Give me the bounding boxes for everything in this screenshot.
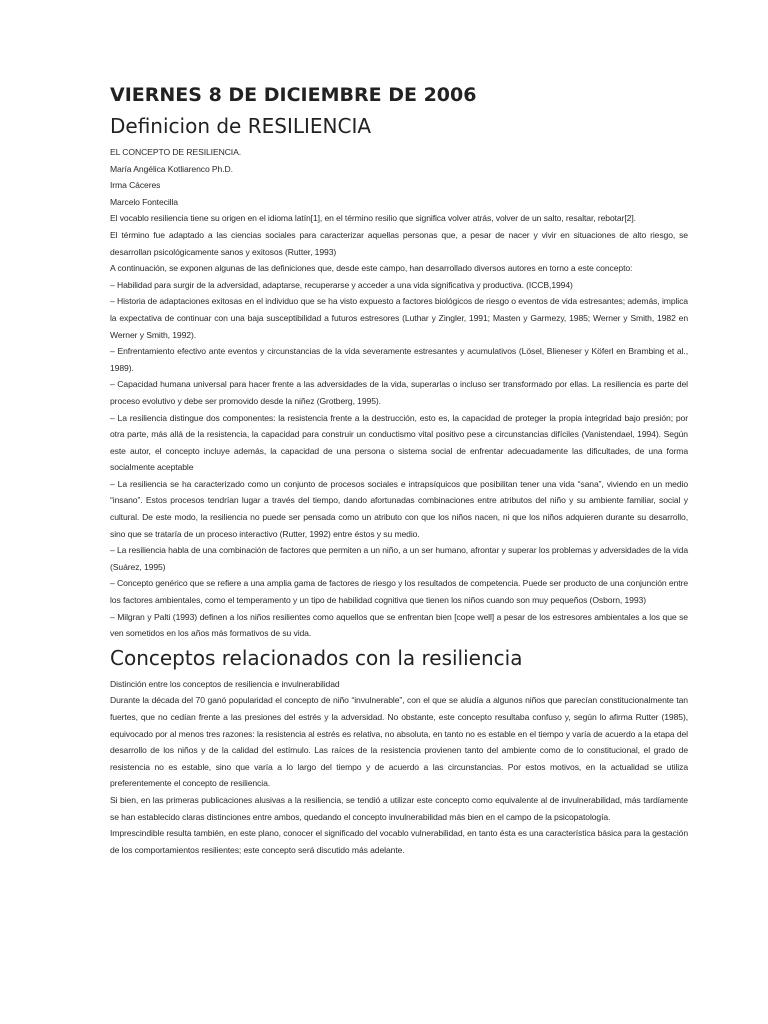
section1-paragraph: María Angélica Kotliarenco Ph.D. xyxy=(110,163,233,174)
post-title: Definicion de RESILIENCIA xyxy=(110,114,372,138)
section2-title: Conceptos relacionados con la resiliencia xyxy=(110,645,523,670)
section1-paragraph: – Habilidad para surgir de la adversidad, adaptarse, recuperarse y acceder a una vida significativa y productiva. (ICCB,1994) xyxy=(110,279,573,290)
section2-paragraph: Durante la década del 70 ganó popularidad el concepto de niño “invulnerable”, con el que se aludía a algunos niños que parecían constitucionalmente tan fuertes, que no cedían frente a las presiones del estrés y la adversidad. No obstante, este concepto resultaba confuso y, según lo afirma Rutter (1985), equivocado por al menos tres razones: la resistencia al estrés es relativa, no absoluta, en tanto no es estable en el tiempo y varía de acuerdo a la etapa del desarrollo de los niños y de la calidad del estímulo. Las raíces de la resistencia provienen tanto del ambiente como de lo constitucional, el grado de resistencia no es estable, sino que varía a lo largo del tiempo y de acuerdo a las circunstancias. Por estos motivos, en la actualidad se utiliza preferentemente el concepto de resiliencia. xyxy=(110,695,688,789)
section1-paragraph: – La resiliencia se ha caracterizado como un conjunto de procesos sociales e intrapsíquicos que posibilitan tener una vida “sana”, viviendo en un medio “insano”. Estos procesos tendrían lugar a través del tiempo, dando afortunadas combinaciones entre atributos del niño y su ambiente familiar, social y cultural. De este modo, la resiliencia no puede ser pensada como un atributo con que los niños nacen, ni que los niños adquieren durante su desarrollo, sino que se trataría de un proceso interactivo (Rutter, 1992) entre éstos y su medio. xyxy=(110,478,688,539)
section2-paragraph: Si bien, en las primeras publicaciones alusivas a la resiliencia, se tendió a utilizar este concepto como equivalente al de invulnerabilidad, más tardíamente se han establecido claras distinciones entre ambos, quedando el concepto invulnerabilidad más bien en el campo de la psicopatología. xyxy=(110,794,688,822)
section1-paragraph: – Enfrentamiento efectivo ante eventos y circunstancias de la vida severamente estresantes y acumulativos (Lösel, Blieneser y Köferl en Brambing et al., 1989). xyxy=(110,346,688,373)
section2-paragraph: Imprescindible resulta también, en este plano, conocer el significado del vocablo vulnerabilidad, en tanto ésta es una característica básica para la gestación de los comportamientos resilientes; este concepto será discutido más adelante. xyxy=(110,828,688,855)
section1-paragraph: EL CONCEPTO DE RESILIENCIA. xyxy=(110,147,242,157)
section1-paragraph: – La resiliencia distingue dos componentes: la resistencia frente a la destrucción, esto es, la capacidad de proteger la propia integridad bajo presión; por otra parte, más allá de la resistencia, la capacidad para construir un conductismo vital positivo pese a circunstancias difíciles (Vanistendael, 1994). Según este autor, el concepto incluye además, la capacidad de una persona o sistema social de enfrentar adecuadamente las dificultades, de una forma socialmente aceptable xyxy=(110,412,688,473)
post-date: VIERNES 8 DE DICIEMBRE DE 2006 xyxy=(110,84,477,106)
section1-paragraph: Marcelo Fontecilla xyxy=(110,196,178,207)
section2-paragraph: Distinción entre los conceptos de resiliencia e invulnerabilidad xyxy=(110,678,340,689)
blog-post xyxy=(110,84,688,858)
section1-paragraph: – Concepto genérico que se refiere a una amplia gama de factores de riesgo y los resultados de competencia. Puede ser producto de una conjunción entre los factores ambientales, como el temperamento y un tipo de habilidad cognitiva que tienen los niños cuando son muy pequeños (Osborn, 1993) xyxy=(110,578,688,606)
section1-paragraph: – Milgran y Palti (1993) definen a los niños resilientes como aquellos que se enfrentan bien [cope well] a pesar de los estresores ambientales a los que se ven sometidos en los años más formativos de su vida. xyxy=(110,611,688,639)
section1-paragraph: – Historia de adaptaciones exitosas en el individuo que se ha visto expuesto a factores biológicos de riesgo o eventos de vida estresantes; además, implica la expectativa de continuar con una baja susceptibilidad a futuros estresores (Luthar y Zingler, 1991; Masten y Garmezy, 1985; Werner y Smith, 1982 en Werner y Smith, 1992). xyxy=(110,296,688,340)
section1-paragraph: Irma Cáceres xyxy=(110,180,161,191)
section1-paragraph: El vocablo resiliencia tiene su origen en el idioma latín[1], en el término resilio que significa volver atrás, volver de un salto, resaltar, rebotar[2]. xyxy=(110,213,636,224)
section1-paragraph: El término fue adaptado a las ciencias sociales para caracterizar aquellas personas que, a pesar de nacer y vivir en situaciones de alto riesgo, se desarrollan psicológicamente sanos y exitosos (Rutter, 1993) xyxy=(110,229,688,257)
section1-paragraph: A continuación, se exponen algunas de las definiciones que, desde este campo, han desarrollado diversos autores en torno a este concepto: xyxy=(110,263,633,274)
section1-paragraph: – Capacidad humana universal para hacer frente a las adversidades de la vida, superarlas o incluso ser transformado por ellas. La resiliencia es parte del proceso evolutivo y debe ser promovido desde la niñez (Grotberg, 1995). xyxy=(110,379,688,406)
section1-paragraph: – La resiliencia habla de una combinación de factores que permiten a un niño, a un ser humano, afrontar y superar los problemas y adversidades de la vida (Suárez, 1995) xyxy=(110,545,688,572)
